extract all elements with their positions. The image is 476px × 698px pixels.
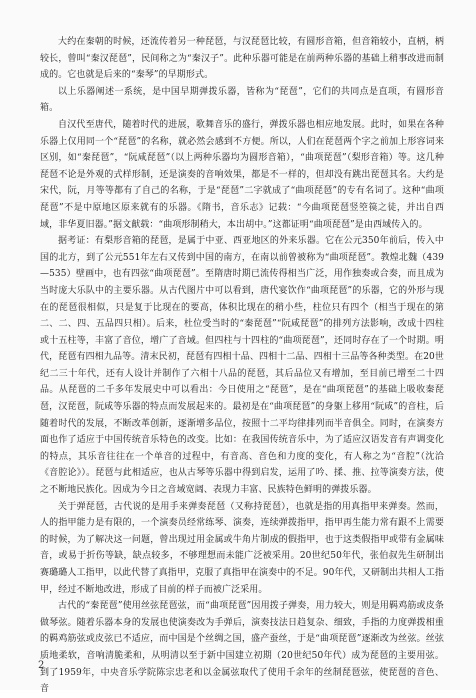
paragraph: 大约在秦朝的时候，还流传着另一种琵琶，与汉琵琶比较，有圆形音箱，但音箱较小，直柄，柄较长，曾叫“秦汉琵琶”，民间称之为“秦汉子”。此种乐器可能是在前两种乐器的基础上稍事改进而制成的。它也就是后来的“秦琴”的早期形式。 (40, 37, 444, 81)
paragraph: 据考证：有梨形音箱的琵琶，是属于中亚、西亚地区的外来乐器。它在公元350年前后，传入中国的北方，到了公元551年左右又传到中国的南方，在南以前曾被称为“曲项琵琶”。教煌北魏（439—535）壁画中，也有四弦“曲项琵琶”。至隋唐时期已流传得相当广泛，用作独奏或合奏，而且成为当时庞大乐队中的主要乐器。从古代图片中可以看到，唐代宴饮作“曲项琵琶”的乐器，它的外形与现在的琵琶很相似，只是复于比现在的要高，体积比现在的稍小些，柱位只有四个（相当于现在的第二、二、四、五品四只相）。后来，杜位受当时的“秦琵琶”“阮咸琵琶”的排列方法影响，改成十四柱或十五柱等，丰富了音位，增广了音域。但四柱与十四柱的“曲项琵琶”，还同时存在了一个时期。明代，琵琶有四相九品等。清末民初，琵琶有四相十品、四相十二品、四相十三品等各种类型。在20世纪二三十年代，还有人设计并制作了六相十八品的琵琶，其后品位又有增加，至目前已增至二十四品。从琵琶的二千多年发展史中可以看出：今日使用之“琵琶”，是在“曲项琵琶”的基础上吸收秦琵琶，汉琵琶，阮咸等乐器的特点而发展起来的。最初是在“曲项琵琶”的身躯上移用“阮咸”的音柱，后随着时代的发展，不断改革创新，逐渐增多品位，按照十二平均律排列而半音俱全。同时，在演奏方面也作了适应于中国传统音乐特色的改变。比如：在我国传统音乐中，为了适应汉语发音有声调变化的特点，其乐音往往在一个单音的过程中，有音高、音色和力度的变化，有人称之为“音腔”（沈洽《音腔论》）。琵琶与此相适应，也从古琴等乐器中得到启发，运用了吟、揉、推、拉等演奏方法，使之不断地民族化。因成为今日之音域宽阔、表现力丰富、民族特色鲜明的弹拨乐器。 (40, 236, 444, 496)
page-number: 2 (38, 660, 45, 671)
paragraph: 自汉代至唐代，随着时代的进展，歌舞音乐的盛行，弹拨乐器也相应地发展。此时，如果在各种乐器上仅用同一个“琵琶”的名称，就必然会感到不方便。所以，人们在琵琶两个字之前加上形容词来区别，如“秦琵琶”，“阮咸琵琶”（以上两种乐器均为圆形音箱），“曲项琵琶”（梨形音箱）等。这几种琵琶不论是外观的式样形制，还是演奏的音响效果，都是不一样的，但却没有跳出琵琶其名。大约是宋代，阮，月等等都有了自己的名称，于是“琵琶”二字就成了“曲项琵琶”的专有名词了。这种“曲项琵琶”不是中原地区原来就有的乐器。《隋书，音乐志》记载：“今曲项琵琶竖箜篌之徒，并出自西域，非华夏旧器。”据文献载：“曲项形制稍大，本出胡中。”这都证明“曲项琵琶”是由西域传入的。 (40, 119, 444, 230)
paragraph: 以上乐器阐述一系统，是中国早期弹拨乐器，皆称为“琵琶”，它们的共同点是直项，有圆形音箱。 (40, 86, 444, 114)
body-text (40, 34, 444, 698)
paragraph: 关于弹琵琶，古代说的是用手来弹奏琵琶（又称持琵琶），也就是指的用真指甲来弹奏。然而，人的指甲能力是有限的，一个演奏员经常练琴、演奏，连续弹拨指甲，指甲再生能力常有跟不上需要的时候，为了解决这一问题，曾出现过用金属或牛角片制成的假指甲，也于这类假指甲或带有金属味音，或易于折伤等缺，缺点较多，不够理想而未能广泛被采用。20世纪50年代，张伯叔先生研制出赛璐璐人工指甲，以此代替了真指甲，克服了真指甲在演奏中的不足。90年代，又研制出共相人工指甲，经过不断地改进，形成了目前的样子而被广泛采用。 (40, 501, 444, 595)
paragraph: 古代的“秦琵琶”使用丝弦琵琶弦，而“曲项琵琶”因用拨子弹奏，用力较大，则是用羁鸡筋或皮条做琴弦。随着乐器本身的发展也使演奏改为手弹后，演奏技法日趋复杂、细致，手指的力度弹拨相重的羁鸡筋弦或皮弦已不适应，而中国是个丝绸之国，盛产蚕丝，于是“曲项琵琶”逐渐改为丝弦。丝弦质地柔软，音响清脆柔和，从明清以至于新中国建立初期（20世纪50年代）成为琵琶的主要用弦。到了1959年，中央音乐学院陈宗忠老和以金属弦取代了使用千余年的丝制琵琶弦，使琵琶的音色、音 (40, 601, 444, 695)
